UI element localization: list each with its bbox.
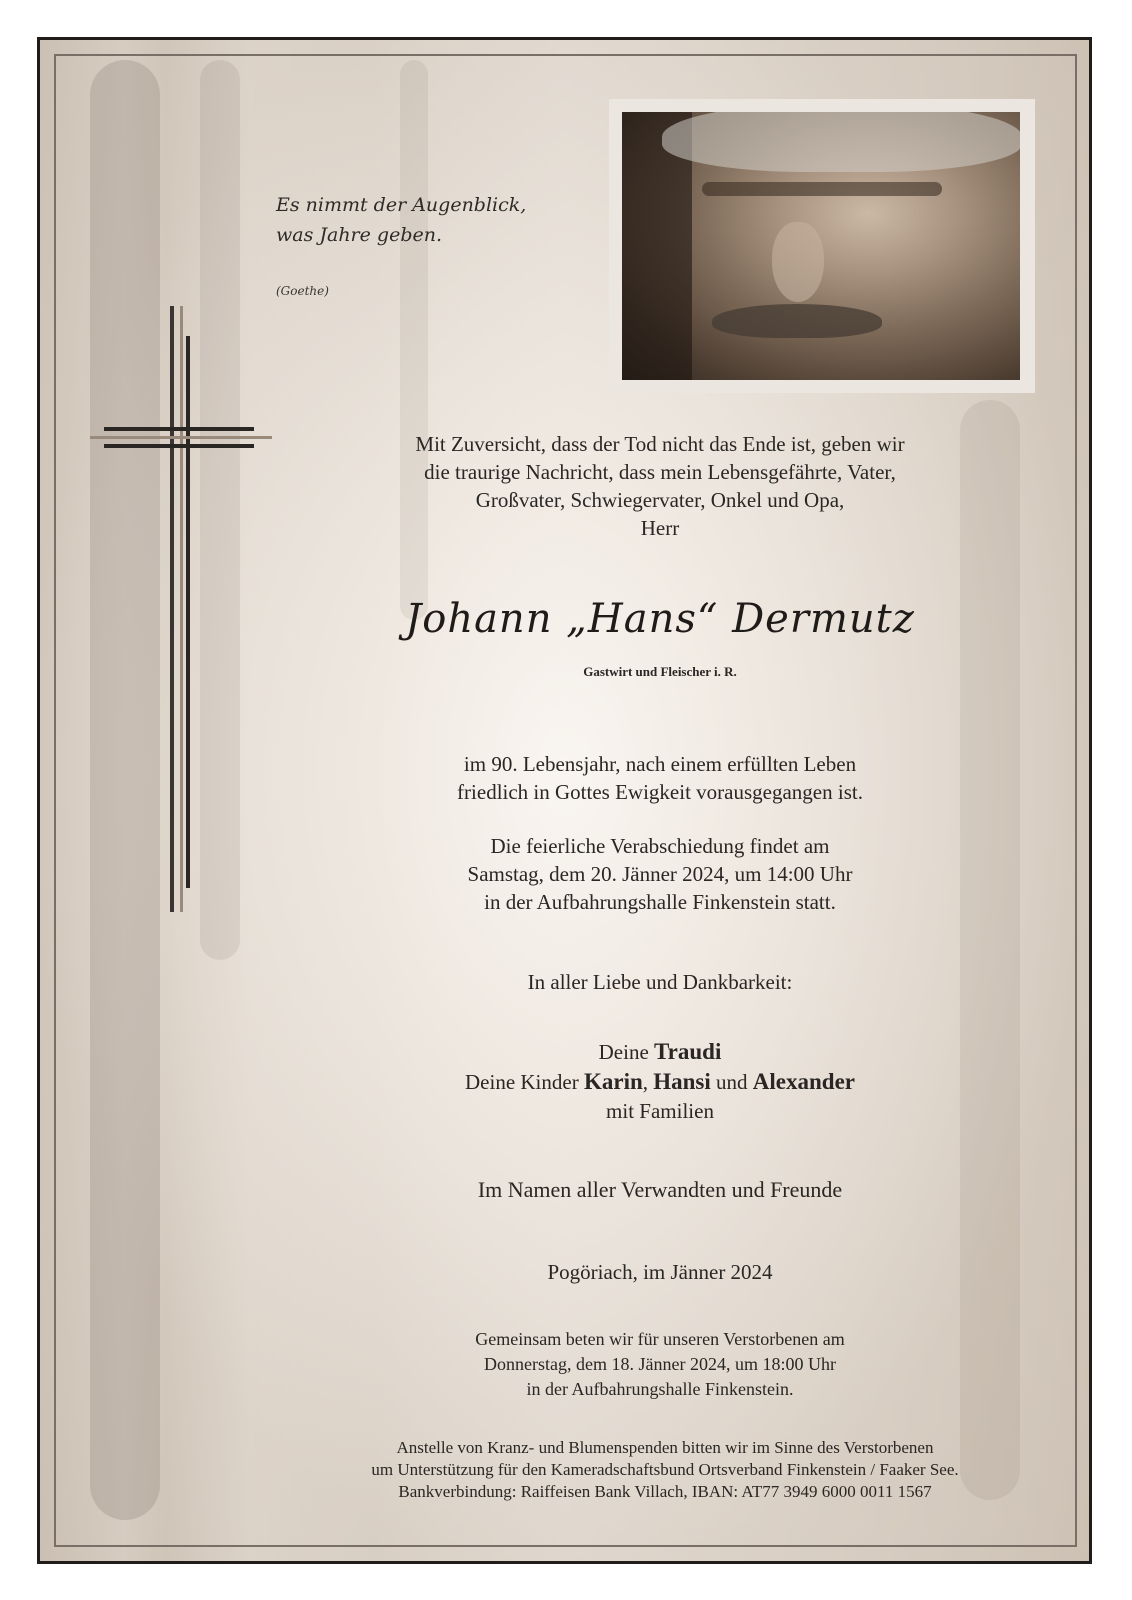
life-text (300, 750, 1020, 806)
photo-mustache (712, 304, 882, 338)
photo-nose (772, 222, 824, 302)
farewell-info (300, 832, 1020, 916)
life-line: friedlich in Gottes Ewigkeit vorausgegangen ist. (457, 780, 863, 804)
cross-vertical-bar (170, 306, 174, 912)
donation-line: Bankverbindung: Raiffeisen Bank Villach, IBAN: AT77 3949 6000 0011 1567 (398, 1482, 932, 1501)
farewell-line: Die feierliche Verabschiedung findet am (490, 834, 830, 858)
deceased-name: Johann „Hans“ Dermutz (405, 596, 915, 642)
prayer-info (300, 1327, 1020, 1402)
separator: , (642, 1070, 648, 1094)
partner-name: Traudi (654, 1039, 722, 1064)
prayer-line: Donnerstag, dem 18. Jänner 2024, um 18:00 Uhr (484, 1354, 836, 1374)
relatives-text: Im Namen aller Verwandten und Freunde (477, 1177, 843, 1202)
label-deine: Deine (598, 1040, 649, 1064)
prayer-line: Gemeinsam beten wir für unseren Verstorbenen am (475, 1329, 845, 1349)
deceased-occupation: Gastwirt und Fleischer i. R. (583, 664, 737, 679)
goethe-quote (276, 190, 606, 250)
thanks-text: In aller Liebe und Dankbarkeit: (527, 970, 793, 994)
intro-line: Herr (640, 516, 680, 540)
farewell-line: in der Aufbahrungshalle Finkenstein statt. (484, 890, 836, 914)
label-und: und (716, 1070, 748, 1094)
portrait-photo (622, 112, 1020, 380)
child-name: Alexander (752, 1069, 855, 1094)
child-name: Hansi (653, 1069, 711, 1094)
child-name: Karin (583, 1069, 643, 1094)
quote-line: was Jahre geben. (276, 224, 443, 246)
with-families: mit Familien (606, 1099, 714, 1123)
family-mourners (300, 1037, 1020, 1126)
quote-line: Es nimmt der Augenblick, (276, 194, 527, 216)
photo-brow (702, 182, 942, 196)
intro-line: die traurige Nachricht, dass mein Lebensgefährte, Vater, (424, 460, 896, 484)
photo-hair (662, 112, 1020, 172)
intro-text (300, 430, 1020, 542)
intro-line: Mit Zuversicht, dass der Tod nicht das Ende ist, geben wir (415, 432, 905, 456)
children-line (300, 1067, 1020, 1097)
quote-author: (Goethe) (276, 284, 329, 298)
intro-line: Großvater, Schwiegervater, Onkel und Opa, (475, 488, 845, 512)
donation-line: Anstelle von Kranz- und Blumenspenden bitten wir im Sinne des Verstorbenen (396, 1438, 934, 1457)
donation-info (290, 1437, 1040, 1503)
background-tree (90, 60, 160, 1520)
cross-horizontal-bar (104, 427, 254, 431)
farewell-line: Samstag, dem 20. Jänner 2024, um 14:00 Uhr (467, 862, 853, 886)
donation-line: um Unterstützung für den Kameradschaftsbund Ortsverband Finkenstein / Faaker See. (371, 1460, 959, 1479)
background-tree (200, 60, 240, 960)
life-line: im 90. Lebensjahr, nach einem erfüllten Leben (463, 752, 857, 776)
partner-line (300, 1037, 1020, 1067)
prayer-line: in der Aufbahrungshalle Finkenstein. (526, 1379, 794, 1399)
place-date: Pogöriach, im Jänner 2024 (547, 1260, 773, 1284)
cross-vertical-accent (180, 306, 183, 912)
cross-horizontal-bar-2 (104, 444, 254, 448)
cross-vertical-bar-2 (186, 336, 190, 888)
label-kinder: Deine Kinder (465, 1070, 579, 1094)
cross-horizontal-accent (90, 436, 272, 439)
